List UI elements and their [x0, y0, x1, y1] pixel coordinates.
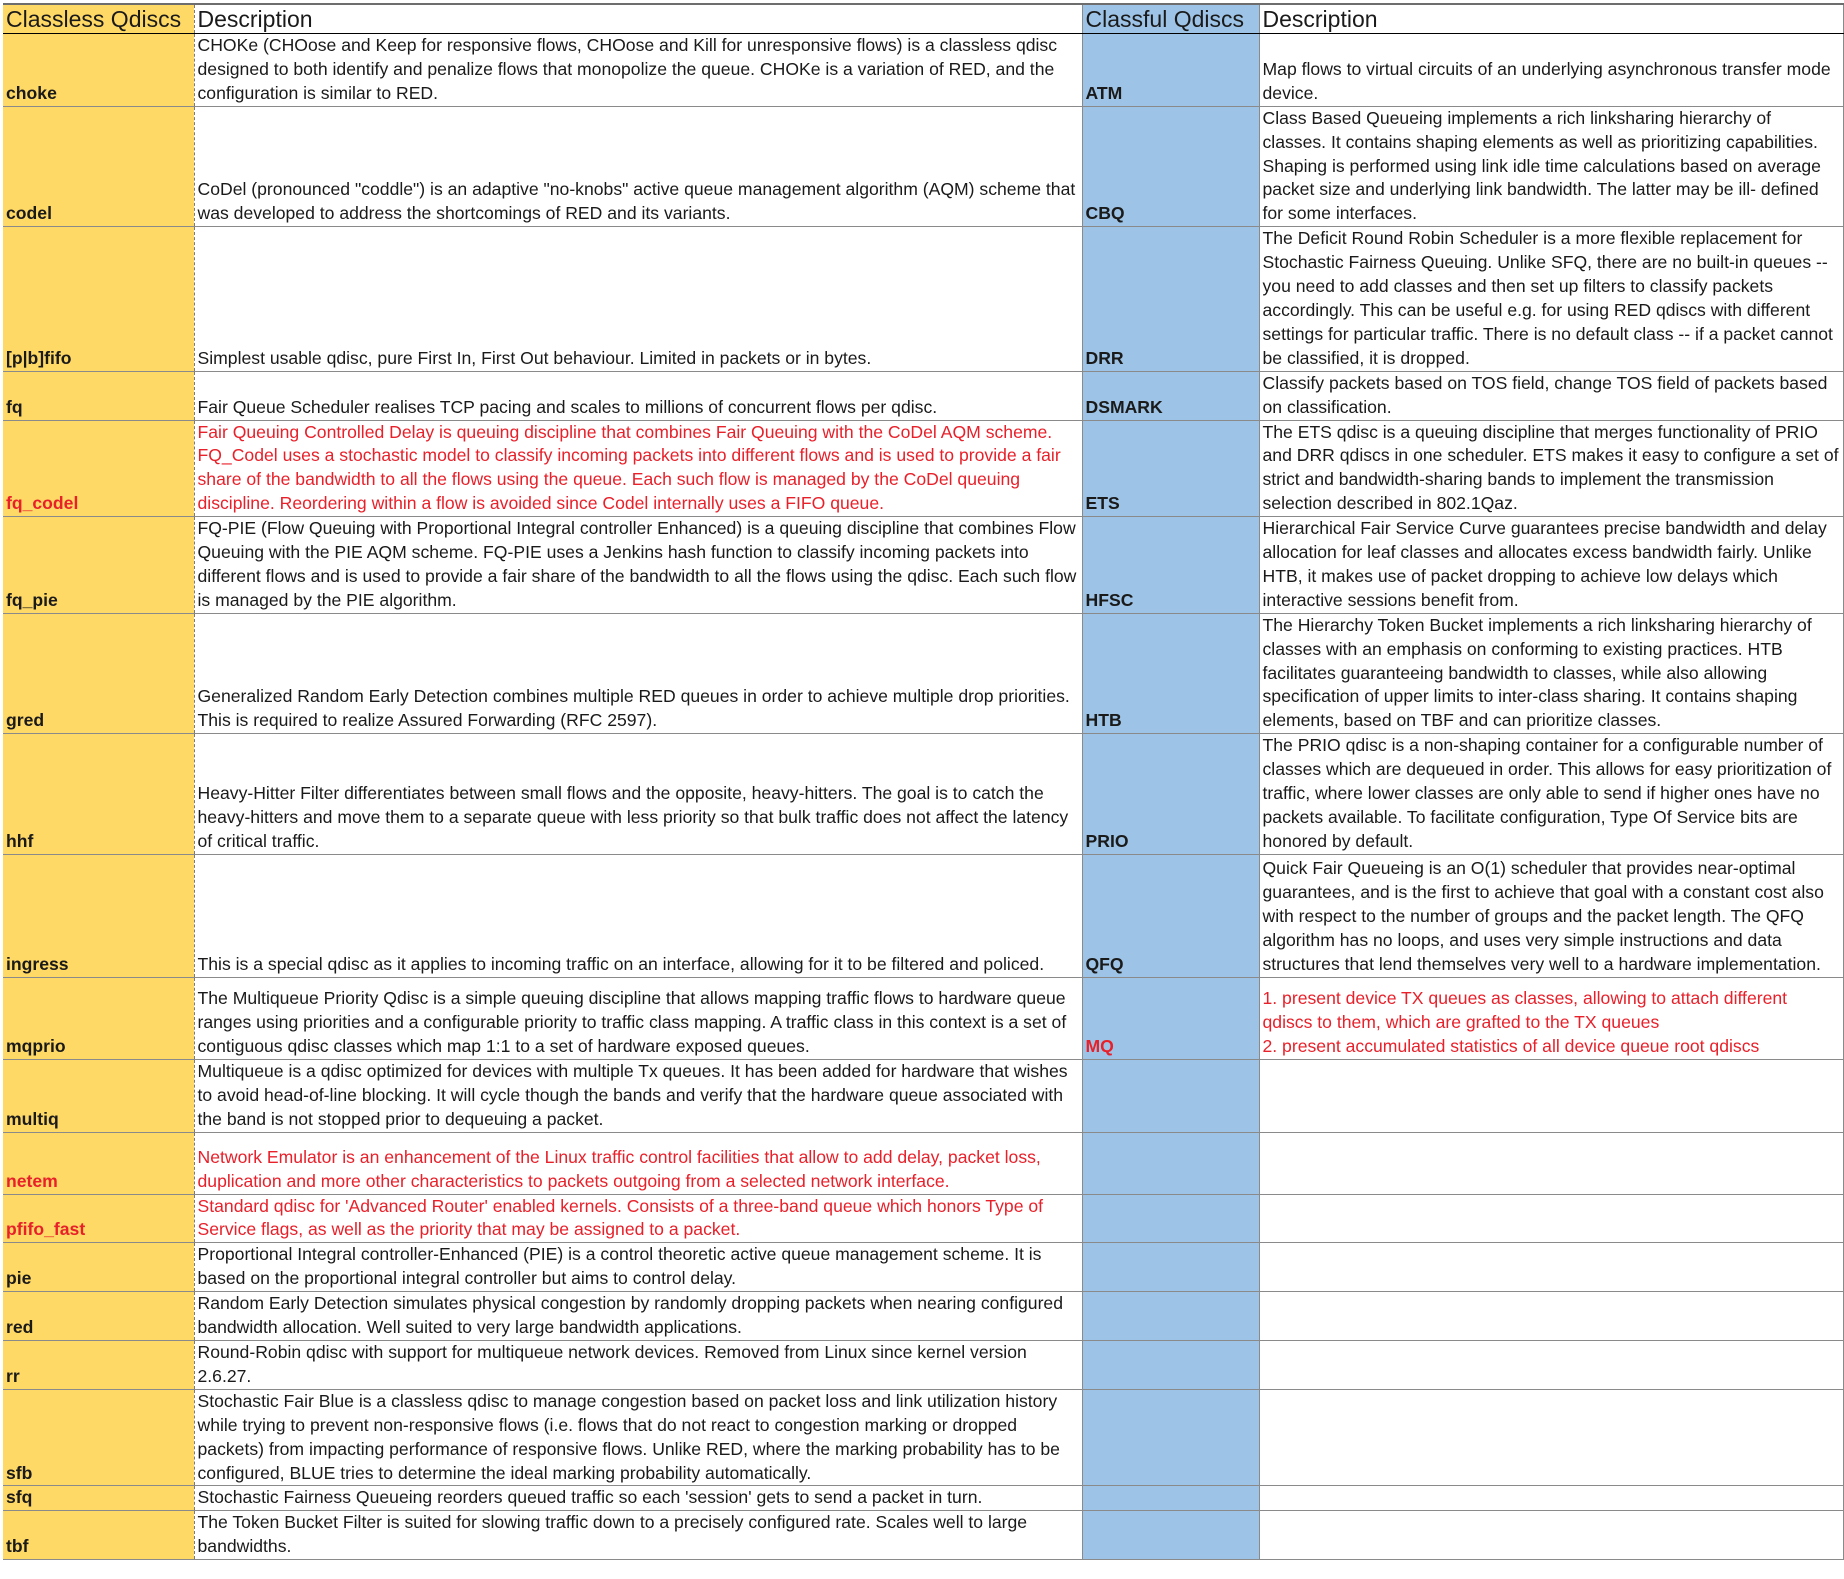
classless-description-cell[interactable]: Random Early Detection simulates physical congestion by randomly dropping packets when nearing configured bandwidth allocation. Well suited to very large bandwidth applications.	[194, 1292, 1082, 1341]
classless-description-cell[interactable]: CoDel (pronounced "coddle") is an adaptive "no-knobs" active queue management algorithm (AQM) scheme that was developed to address the shortcomings of RED and its variants.	[194, 106, 1082, 227]
classful-description-cell[interactable]: Hierarchical Fair Service Curve guarantees precise bandwidth and delay allocation for leaf classes and allocates excess bandwidth fairly. Unlike HTB, it makes use of packet dropping to achieve low delays which interactive sessions benefit from.	[1259, 517, 1843, 614]
classful-qdisc-name-cell[interactable]	[1082, 1511, 1259, 1560]
classful-description-cell[interactable]	[1259, 1243, 1843, 1292]
table-row	[3, 1059, 1843, 1132]
classful-description-cell[interactable]: The Deficit Round Robin Scheduler is a more flexible replacement for Stochastic Fairness Queuing. Unlike SFQ, there are no built-in queues -- you need to add classes and then set up filters to classify packets accordingly. This can be useful e.g. for using RED qdiscs with different settings for particular traffic. There is no default class -- if a packet cannot be classified, it is dropped.	[1259, 227, 1843, 371]
classless-qdisc-name-cell[interactable]: pie	[3, 1243, 194, 1292]
header-classless-qdiscs[interactable]: Classless Qdiscs	[3, 4, 194, 34]
classful-description-cell[interactable]	[1259, 1389, 1843, 1486]
classful-description-cell[interactable]: Map flows to virtual circuits of an underlying asynchronous transfer mode device.	[1259, 34, 1843, 107]
classless-description-cell[interactable]: Generalized Random Early Detection combines multiple RED queues in order to achieve multiple drop priorities. This is required to realize Assured Forwarding (RFC 2597).	[194, 613, 1082, 734]
classful-qdisc-name-cell[interactable]: MQ	[1082, 977, 1259, 1059]
classless-description-cell[interactable]: Network Emulator is an enhancement of the Linux traffic control facilities that allow to add delay, packet loss, duplication and more other characteristics to packets outgoing from a selected network interface.	[194, 1132, 1082, 1194]
classless-qdisc-name-cell[interactable]: fq_codel	[3, 420, 194, 517]
classful-qdisc-name-cell[interactable]: HTB	[1082, 613, 1259, 734]
classless-qdisc-name-cell[interactable]: mqprio	[3, 977, 194, 1059]
classless-description-cell[interactable]: Heavy-Hitter Filter differentiates between small flows and the opposite, heavy-hitters. The goal is to catch the heavy-hitters and move them to a separate queue with less priority so that bulk traffic does not affect the latency of critical traffic.	[194, 734, 1082, 855]
classful-qdisc-name-cell[interactable]	[1082, 1194, 1259, 1243]
table-row	[3, 517, 1843, 614]
table-row	[3, 1132, 1843, 1194]
table-row	[3, 1243, 1843, 1292]
classless-qdisc-name-cell[interactable]: fq_pie	[3, 517, 194, 614]
table-row	[3, 106, 1843, 227]
classful-qdisc-name-cell[interactable]	[1082, 1243, 1259, 1292]
classful-qdisc-name-cell[interactable]	[1082, 1059, 1259, 1132]
classful-qdisc-name-cell[interactable]	[1082, 1389, 1259, 1486]
classless-qdisc-name-cell[interactable]: rr	[3, 1340, 194, 1389]
classless-qdisc-name-cell[interactable]: pfifo_fast	[3, 1194, 194, 1243]
classless-qdisc-name-cell[interactable]: hhf	[3, 734, 194, 855]
classful-qdisc-name-cell[interactable]: DSMARK	[1082, 371, 1259, 420]
classless-qdisc-name-cell[interactable]: tbf	[3, 1511, 194, 1560]
classful-qdisc-name-cell[interactable]: HFSC	[1082, 517, 1259, 614]
classful-qdisc-name-cell[interactable]: CBQ	[1082, 106, 1259, 227]
classful-description-cell[interactable]: Classify packets based on TOS field, change TOS field of packets based on classification.	[1259, 371, 1843, 420]
classless-qdisc-name-cell[interactable]: sfb	[3, 1389, 194, 1486]
classless-qdisc-name-cell[interactable]: [p|b]fifo	[3, 227, 194, 371]
classful-description-cell[interactable]	[1259, 1132, 1843, 1194]
classless-description-cell[interactable]: Fair Queue Scheduler realises TCP pacing and scales to millions of concurrent flows per qdisc.	[194, 371, 1082, 420]
classless-description-cell[interactable]: Proportional Integral controller-Enhanced (PIE) is a control theoretic active queue management scheme. It is based on the proportional integral controller but aims to control delay.	[194, 1243, 1082, 1292]
classless-qdisc-name-cell[interactable]: choke	[3, 34, 194, 107]
classful-description-cell[interactable]	[1259, 1340, 1843, 1389]
classless-description-cell[interactable]: Simplest usable qdisc, pure First In, First Out behaviour. Limited in packets or in bytes.	[194, 227, 1082, 371]
table-row	[3, 371, 1843, 420]
table-row	[3, 420, 1843, 517]
table-row	[3, 977, 1843, 1059]
qdisc-table	[3, 3, 1844, 1560]
qdisc-table-body	[3, 4, 1843, 1560]
classless-qdisc-name-cell[interactable]: sfq	[3, 1486, 194, 1511]
table-row	[3, 613, 1843, 734]
classful-qdisc-name-cell[interactable]: PRIO	[1082, 734, 1259, 855]
classful-qdisc-name-cell[interactable]: ETS	[1082, 420, 1259, 517]
classful-description-cell[interactable]	[1259, 1059, 1843, 1132]
classless-qdisc-name-cell[interactable]: ingress	[3, 854, 194, 977]
table-row	[3, 1194, 1843, 1243]
classful-qdisc-name-cell[interactable]: ATM	[1082, 34, 1259, 107]
header-description-2[interactable]: Description	[1259, 4, 1843, 34]
classful-qdisc-name-cell[interactable]: QFQ	[1082, 854, 1259, 977]
table-row	[3, 1511, 1843, 1560]
classful-description-cell[interactable]: Quick Fair Queueing is an O(1) scheduler that provides near-optimal guarantees, and is the first to achieve that goal with a constant cost also with respect to the number of groups and the packet length. The QFQ algorithm has no loops, and uses very simple instructions and data structures that lend themselves very well to a hardware implementation.	[1259, 854, 1843, 977]
classless-qdisc-name-cell[interactable]: netem	[3, 1132, 194, 1194]
header-row	[3, 4, 1843, 34]
classful-description-cell[interactable]: The ETS qdisc is a queuing discipline that merges functionality of PRIO and DRR qdiscs in one scheduler. ETS makes it easy to configure a set of strict and bandwidth-sharing bands to implement the transmission selection described in 802.1Qaz.	[1259, 420, 1843, 517]
table-row	[3, 227, 1843, 371]
classless-description-cell[interactable]: Stochastic Fair Blue is a classless qdisc to manage congestion based on packet loss and link utilization history while trying to prevent non-responsive flows (i.e. flows that do not react to congestion marking or dropped packets) from impacting performance of responsive flows. Unlike RED, where the marking probability has to be configured, BLUE tries to determine the ideal marking probability automatically.	[194, 1389, 1082, 1486]
classless-description-cell[interactable]: Multiqueue is a qdisc optimized for devices with multiple Tx queues. It has been added for hardware that wishes to avoid head-of-line blocking. It will cycle though the bands and verify that the hardware queue associated with the band is not stopped prior to dequeuing a packet.	[194, 1059, 1082, 1132]
classless-description-cell[interactable]: CHOKe (CHOose and Keep for responsive flows, CHOose and Kill for unresponsive flows) is a classless qdisc designed to both identify and penalize flows that monopolize the queue. CHOKe is a variation of RED, and the configuration is similar to RED.	[194, 34, 1082, 107]
classless-qdisc-name-cell[interactable]: codel	[3, 106, 194, 227]
table-row	[3, 34, 1843, 107]
table-row	[3, 1389, 1843, 1486]
classless-description-cell[interactable]: This is a special qdisc as it applies to incoming traffic on an interface, allowing for it to be filtered and policed.	[194, 854, 1082, 977]
classful-description-cell[interactable]: 1. present device TX queues as classes, allowing to attach different qdiscs to them, which are grafted to the TX queues 2. present accumulated statistics of all device queue root qdiscs	[1259, 977, 1843, 1059]
classless-qdisc-name-cell[interactable]: gred	[3, 613, 194, 734]
classful-qdisc-name-cell[interactable]	[1082, 1132, 1259, 1194]
classless-qdisc-name-cell[interactable]: fq	[3, 371, 194, 420]
header-classful-qdiscs[interactable]: Classful Qdiscs	[1082, 4, 1259, 34]
table-row	[3, 1340, 1843, 1389]
table-row	[3, 854, 1843, 977]
header-description-1[interactable]: Description	[194, 4, 1082, 34]
classless-description-cell[interactable]: The Token Bucket Filter is suited for slowing traffic down to a precisely configured rate. Scales well to large bandwidths.	[194, 1511, 1082, 1560]
classful-description-cell[interactable]	[1259, 1486, 1843, 1511]
classful-description-cell[interactable]	[1259, 1194, 1843, 1243]
classless-qdisc-name-cell[interactable]: multiq	[3, 1059, 194, 1132]
classless-description-cell[interactable]: FQ-PIE (Flow Queuing with Proportional Integral controller Enhanced) is a queuing discipline that combines Flow Queuing with the PIE AQM scheme. FQ-PIE uses a Jenkins hash function to classify incoming packets into different flows and is used to provide a fair share of the bandwidth to all the flows using the qdisc. Each such flow is managed by the PIE algorithm.	[194, 517, 1082, 614]
classful-description-cell[interactable]: The PRIO qdisc is a non-shaping container for a configurable number of classes which are dequeued in order. This allows for easy prioritization of traffic, where lower classes are only able to send if higher ones have no packets available. To facilitate configuration, Type Of Service bits are honored by default.	[1259, 734, 1843, 855]
classful-description-cell[interactable]	[1259, 1292, 1843, 1341]
classless-description-cell[interactable]: Round-Robin qdisc with support for multiqueue network devices. Removed from Linux since kernel version 2.6.27.	[194, 1340, 1082, 1389]
classless-description-cell[interactable]: Fair Queuing Controlled Delay is queuing discipline that combines Fair Queuing with the CoDel AQM scheme. FQ_Codel uses a stochastic model to classify incoming packets into different flows and is used to provide a fair share of the bandwidth to all the flows using the queue. Each such flow is managed by the CoDel queuing discipline. Reordering within a flow is avoided since Codel internally uses a FIFO queue.	[194, 420, 1082, 517]
classful-description-cell[interactable]	[1259, 1511, 1843, 1560]
table-row	[3, 1292, 1843, 1341]
table-row	[3, 1486, 1843, 1511]
classful-description-cell[interactable]: Class Based Queueing implements a rich linksharing hierarchy of classes. It contains shaping elements as well as prioritizing capabilities. Shaping is performed using link idle time calculations based on average packet size and underlying link bandwidth. The latter may be ill- defined for some interfaces.	[1259, 106, 1843, 227]
classless-qdisc-name-cell[interactable]: red	[3, 1292, 194, 1341]
classful-qdisc-name-cell[interactable]: DRR	[1082, 227, 1259, 371]
classless-description-cell[interactable]: Standard qdisc for 'Advanced Router' enabled kernels. Consists of a three-band queue which honors Type of Service flags, as well as the priority that may be assigned to a packet.	[194, 1194, 1082, 1243]
classful-qdisc-name-cell[interactable]	[1082, 1292, 1259, 1341]
classful-description-cell[interactable]: The Hierarchy Token Bucket implements a rich linksharing hierarchy of classes with an emphasis on conforming to existing practices. HTB facilitates guaranteeing bandwidth to classes, while also allowing specification of upper limits to inter-class sharing. It contains shaping elements, based on TBF and can prioritize classes.	[1259, 613, 1843, 734]
classless-description-cell[interactable]: Stochastic Fairness Queueing reorders queued traffic so each 'session' gets to send a packet in turn.	[194, 1486, 1082, 1511]
classless-description-cell[interactable]: The Multiqueue Priority Qdisc is a simple queuing discipline that allows mapping traffic flows to hardware queue ranges using priorities and a configurable priority to traffic class mapping. A traffic class in this context is a set of contiguous qdisc classes which map 1:1 to a set of hardware exposed queues.	[194, 977, 1082, 1059]
table-row	[3, 734, 1843, 855]
classful-qdisc-name-cell[interactable]	[1082, 1486, 1259, 1511]
classful-qdisc-name-cell[interactable]	[1082, 1340, 1259, 1389]
